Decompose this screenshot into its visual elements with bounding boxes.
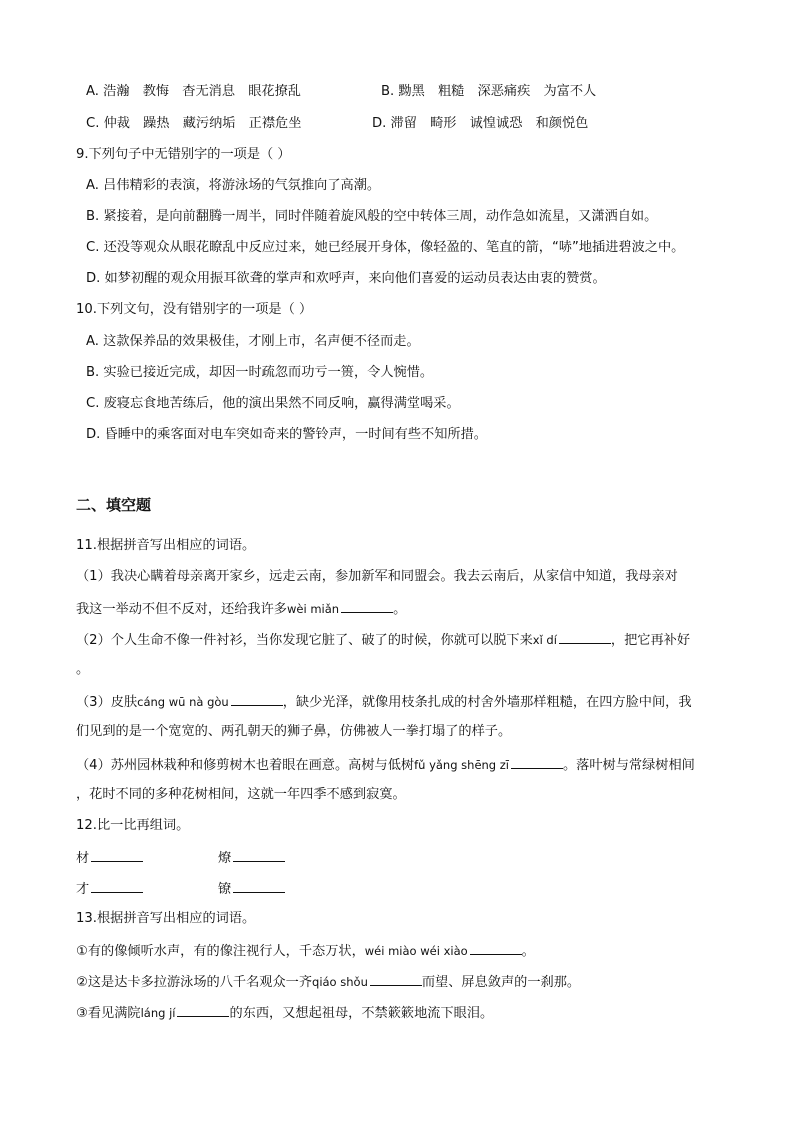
q10-stem: 10.下列文句，没有错别字的一项是（ ） [76, 302, 313, 317]
q13-item-1 [76, 942, 535, 960]
q11-p4-line1 [76, 756, 695, 774]
q9-option-b: B. 紧接着，是向前翻腾一周半，同时伴随着旋风般的空中转体三周，动作急如流星，又潇洒自如。 [86, 209, 658, 224]
q8-option-c: C. 仲裁 躁热 藏污纳垢 正襟危坐 [86, 116, 302, 131]
q11-stem: 11.根据拼音写出相应的词语。 [76, 538, 256, 553]
q12-char: 燎 [218, 851, 232, 866]
q11-p2-line2: 。 [76, 662, 90, 677]
q11-p1-line2 [76, 600, 406, 618]
q12-pair-1-right [218, 849, 285, 867]
q11-p1-blank[interactable] [341, 600, 393, 613]
q12-pair-2-left [76, 880, 143, 898]
q11-p4-pinyin: fǔ yǎng shēng zī [414, 758, 509, 772]
q10-option-d: D. 昏睡中的乘客面对电车突如奇来的警铃声，一时间有些不知所措。 [86, 427, 487, 442]
q9-option-a: A. 吕伟精彩的表演，将游泳场的气氛推向了高潮。 [86, 178, 381, 193]
q13-i1-pinyin: wéi miào wéi xiào [364, 944, 468, 958]
q11-p3-line2: 们见到的是一个宽宽的、两孔朝天的狮子鼻，仿佛被人一拳打塌了的样子。 [76, 724, 512, 739]
q13-i1-text: ①有的像倾听水声，有的像注视行人，千态万状， [76, 944, 365, 959]
q13-i2-blank[interactable] [370, 973, 422, 986]
q11-p2-pinyin: xǐ dí [532, 633, 557, 647]
q13-i2-post: 而望、屏息敛声的一刹那。 [421, 975, 581, 990]
q12-char: 材 [76, 851, 90, 866]
q10-option-c: C. 废寝忘食地苦练后，他的演出果然不同反响，赢得满堂喝采。 [86, 396, 460, 411]
q9-option-c: C. 还没等观众从眼花瞭乱中反应过来，她已经展开身体，像轻盈的、笔直的箭，“哧”地插进碧波之中。 [86, 240, 685, 255]
q10-option-b: B. 实验已接近完成，却因一时疏忽而功亏一篑，令人惋惜。 [86, 365, 434, 380]
section-title: 二、填空题 [76, 496, 152, 514]
q8-option-a: A. 浩瀚 教悔 杳无消息 眼花撩乱 [86, 84, 301, 99]
q12-char: 镣 [218, 882, 232, 897]
q12-stem: 12.比一比再组词。 [76, 818, 190, 833]
q11-p1-text: 我这一举动不但不反对，还给我许多 [76, 602, 287, 617]
q11-p4-text: （4）苏州园林栽种和修剪树木也着眼在画意。高树与低树 [76, 758, 415, 773]
q13-i3-text: ③看见满院 [76, 1006, 141, 1021]
q13-i2-pinyin: qiáo shǒu [312, 975, 368, 989]
q13-i3-blank[interactable] [177, 1004, 229, 1017]
q12-blank[interactable] [233, 849, 285, 862]
q9-stem: 9.下列句子中无错别字的一项是（ ） [76, 147, 291, 162]
q11-p3-text: （3）皮肤 [76, 695, 138, 710]
q12-blank[interactable] [91, 880, 143, 893]
q13-i2-text: ②这是达卡多拉游泳场的八千名观众一齐 [76, 975, 313, 990]
q12-blank[interactable] [233, 880, 285, 893]
q9-option-d: D. 如梦初醒的观众用振耳欲聋的掌声和欢呼声，来向他们喜爱的运动员表达由衷的赞赏。 [86, 271, 606, 286]
q12-char: 才 [76, 882, 90, 897]
q8-option-b: B. 黝黑 粗糙 深恶痛疾 为富不人 [381, 84, 597, 99]
q13-item-2 [76, 973, 580, 991]
q11-p3-blank[interactable] [231, 693, 283, 706]
q11-p3-post: ，缺少光泽，就像用枝条扎成的村舍外墙那样粗糙，在四方脸中间，我 [282, 695, 692, 710]
q13-item-3 [76, 1004, 493, 1022]
q11-p2-blank[interactable] [559, 631, 611, 644]
q11-p4-line2: ，花时不同的多种花树相间，这就一年四季不感到寂寞。 [76, 787, 406, 802]
q13-i1-blank[interactable] [470, 942, 522, 955]
q11-p4-post: 。落叶树与常绿树相间 [563, 758, 695, 773]
q11-p1-end: 。 [393, 602, 407, 617]
q11-p2-line1 [76, 631, 690, 649]
q11-p1-pinyin: wèi miǎn [287, 602, 340, 616]
q12-blank[interactable] [91, 849, 143, 862]
q11-p3-line1 [76, 693, 692, 711]
q11-p2-text: （2）个人生命不像一件衬衫，当你发现它脏了、破了的时候，你就可以脱下来 [76, 633, 533, 648]
q11-p3-pinyin: cáng wū nà gòu [137, 695, 229, 709]
q13-i1-end: 。 [521, 944, 535, 959]
q10-option-a: A. 这款保养品的效果极佳，才刚上市，名声便不径而走。 [86, 334, 420, 349]
q11-p4-blank[interactable] [511, 756, 563, 769]
q12-pair-1-left [76, 849, 143, 867]
q13-stem: 13.根据拼音写出相应的词语。 [76, 911, 256, 926]
q8-option-d: D. 滞留 畸形 诚惶诚恐 和颜悦色 [372, 116, 589, 131]
q13-i3-pinyin: láng jí [140, 1006, 176, 1020]
q12-pair-2-right [218, 880, 285, 898]
q11-p2-post: ，把它再补好 [610, 633, 691, 648]
q11-p1-line1: （1）我决心瞒着母亲离开家乡，远走云南，参加新军和同盟会。我去云南后，从家信中知道，我母亲对 [76, 569, 678, 584]
q13-i3-post: 的东西，又想起祖母，不禁簌簌地流下眼泪。 [229, 1006, 494, 1021]
